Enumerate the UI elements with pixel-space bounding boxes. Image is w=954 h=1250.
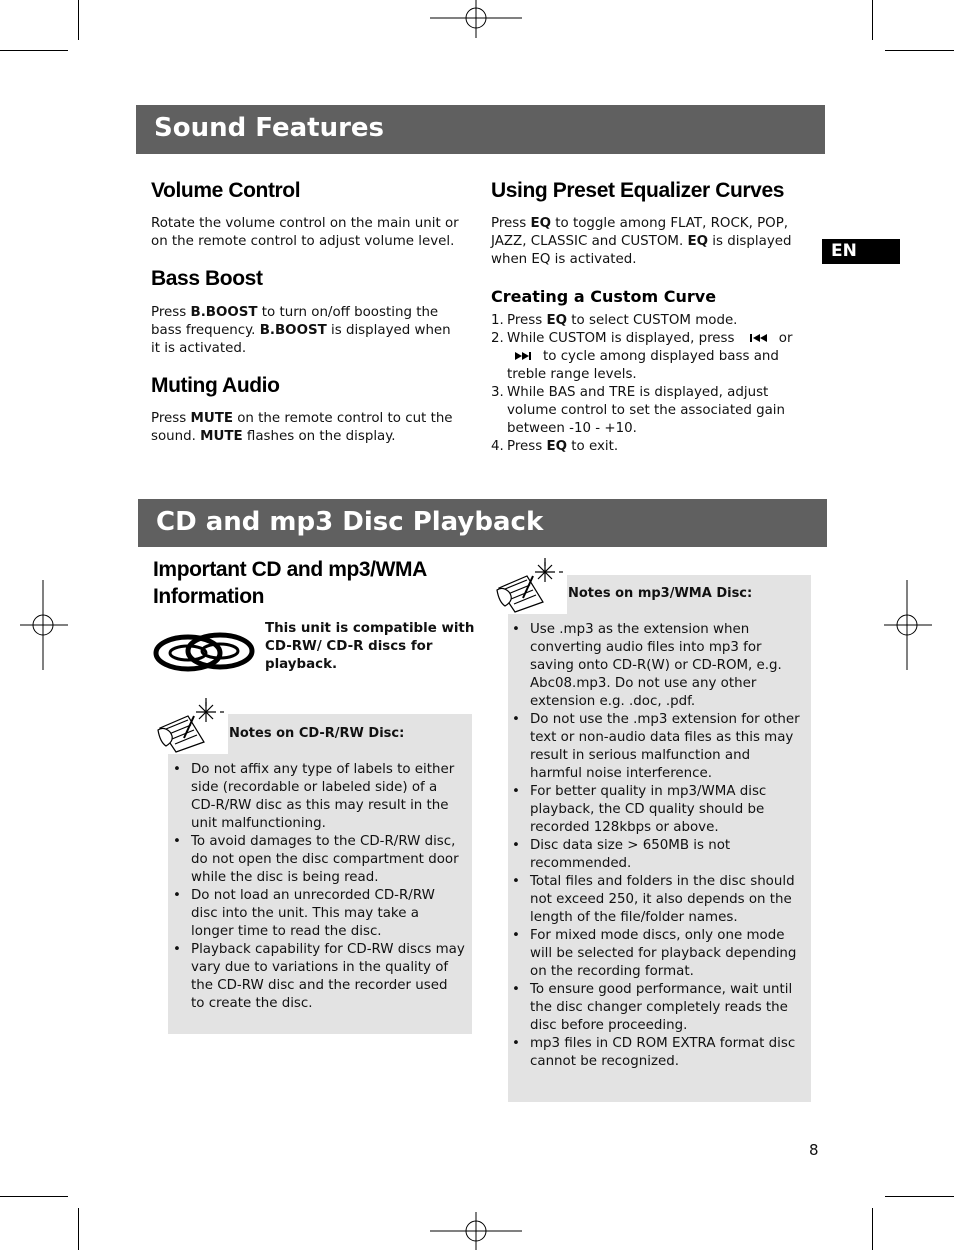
- page-number: 8: [809, 1141, 819, 1159]
- mp3-notes-title: Notes on mp3/WMA Disc:: [568, 586, 753, 601]
- list-item: • For better quality in mp3/WMA disc playback, the CD quality should be recorded 128kbps or above.: [508, 783, 806, 837]
- hand-writing-note-icon: [154, 698, 228, 754]
- cdrw-notes-list: [169, 761, 465, 1013]
- custom-step-4: 4. Press EQ to exit.: [491, 439, 619, 454]
- list-item: • mp3 files in CD ROM EXTRA format disc cannot be recognized.: [508, 1035, 806, 1071]
- custom-step-3: 3. While BAS and TRE is displayed, adjust volume control to set the associated gain between -10 - +10.: [491, 385, 785, 436]
- language-tab: EN: [822, 239, 900, 264]
- mp3-notes-list: [508, 621, 806, 1071]
- registration-mark-right: [882, 580, 932, 670]
- list-item: • Total files and folders in the disc should not exceed 250, it also depends on the length of the file/folder names.: [508, 873, 806, 927]
- skip-previous-icon: [749, 333, 769, 343]
- cd-playback-banner: [138, 499, 827, 547]
- custom-curve-steps: [491, 312, 811, 456]
- volume-control-heading: Volume Control: [151, 179, 301, 202]
- important-cd-heading: Important CD and mp3/WMA Information: [153, 558, 427, 608]
- cd-rw-disc-logo: [152, 631, 256, 673]
- muting-audio-heading: Muting Audio: [151, 374, 280, 397]
- sound-features-title: Sound Features: [154, 113, 385, 143]
- bass-boost-text: Press B.BOOST to turn on/off boosting the bass frequency. B.BOOST is displayed when it is activated.: [151, 305, 451, 356]
- hand-writing-note-icon: [493, 558, 567, 614]
- skip-next-icon: [513, 351, 533, 361]
- equalizer-heading: Using Preset Equalizer Curves: [491, 179, 785, 202]
- list-item: • Playback capability for CD-RW discs may vary due to variations in the quality of the CD-RW disc and the recorder used to create the disc.: [169, 941, 465, 1013]
- list-item: • To ensure good performance, wait until the disc changer completely reads the disc before proceeding.: [508, 981, 806, 1035]
- muting-audio-text: Press MUTE on the remote control to cut the sound. MUTE flashes on the display.: [151, 411, 453, 444]
- registration-mark-top: [430, 0, 522, 40]
- custom-step-2: 2. While CUSTOM is displayed, press or to cycle among displayed bass and treble range levels.: [491, 331, 793, 382]
- sound-features-banner: [136, 105, 825, 154]
- custom-step-1: 1. Press EQ to select CUSTOM mode.: [491, 313, 738, 328]
- list-item: • Use .mp3 as the extension when converting audio files into mp3 for saving onto CD-R(W) or CD-ROM, e.g. Abc08.mp3. Do not use any other extension e.g. .doc, .pdf.: [508, 621, 806, 711]
- registration-mark-bottom: [430, 1210, 522, 1250]
- registration-mark-left: [20, 580, 70, 670]
- custom-curve-heading: Creating a Custom Curve: [491, 287, 717, 306]
- list-item: • Do not use the .mp3 extension for other text or non-audio data files as this may result in serious malfunction and harmful noise interference.: [508, 711, 806, 783]
- cd-playback-title: CD and mp3 Disc Playback: [156, 507, 544, 537]
- bass-boost-heading: Bass Boost: [151, 267, 263, 290]
- compatibility-text: This unit is compatible with CD-RW/ CD-R discs for playback.: [265, 621, 475, 672]
- equalizer-text: Press EQ to toggle among FLAT, ROCK, POP, JAZZ, CLASSIC and CUSTOM. EQ is displayed when EQ is activated.: [491, 216, 792, 267]
- list-item: • Do not affix any type of labels to either side (recordable or labeled side) of a CD-R/RW disc as this may result in the unit malfunctioning.: [169, 761, 465, 833]
- list-item: • For mixed mode discs, only one mode will be selected for playback depending on the recording format.: [508, 927, 806, 981]
- cdrw-notes-title: Notes on CD-R/RW Disc:: [229, 726, 405, 741]
- list-item: • Do not load an unrecorded CD-R/RW disc into the unit. This may take a longer time to read the disc.: [169, 887, 465, 941]
- volume-control-text: Rotate the volume control on the main unit or on the remote control to adjust volume level.: [151, 216, 459, 249]
- list-item: • Disc data size > 650MB is not recommended.: [508, 837, 806, 873]
- list-item: • To avoid damages to the CD-R/RW disc, do not open the disc compartment door while the disc is being read.: [169, 833, 465, 887]
